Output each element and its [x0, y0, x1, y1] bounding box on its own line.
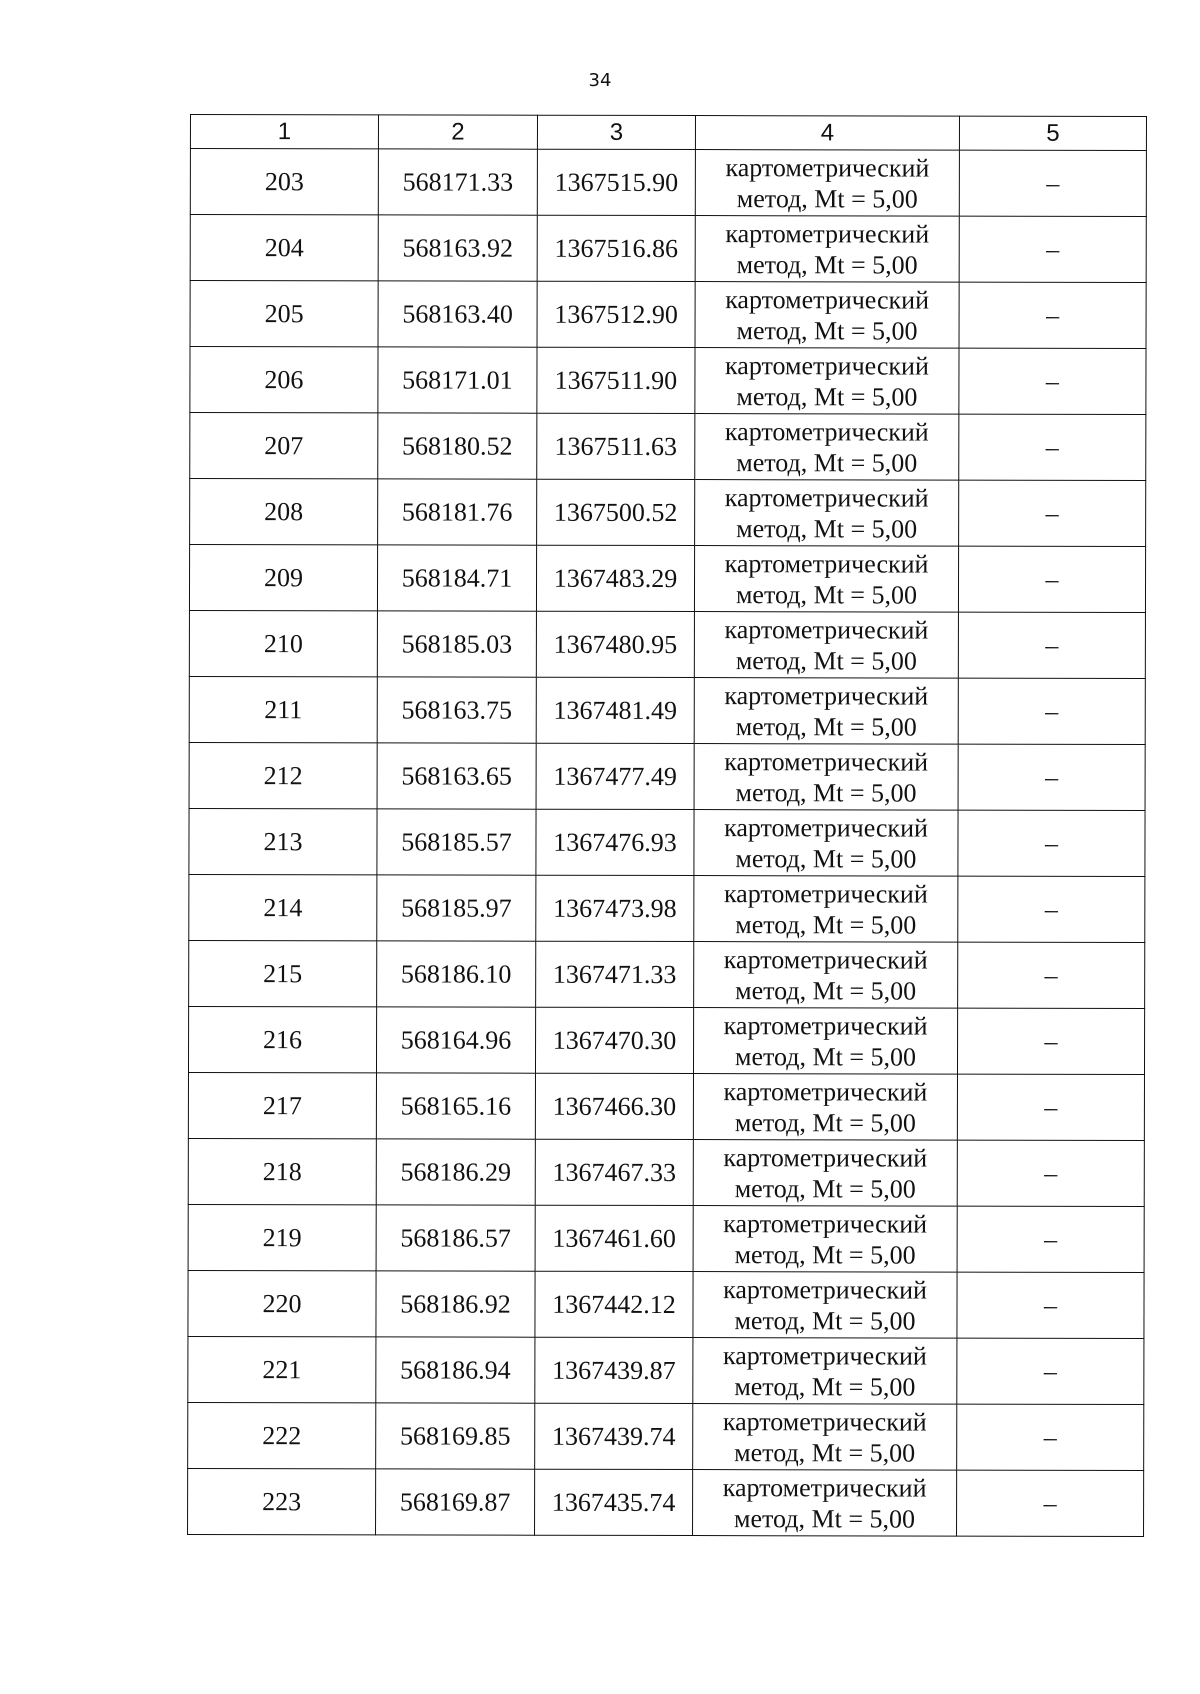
point-number-cell: 207: [190, 413, 378, 479]
x-coordinate-cell: 568186.10: [377, 941, 536, 1007]
column-header-5: 5: [959, 116, 1146, 150]
x-coordinate-cell: 568163.75: [377, 677, 536, 743]
method-line-1: картометрический: [724, 812, 928, 843]
point-number-cell: 209: [189, 545, 377, 611]
point-number-cell: 210: [189, 610, 377, 676]
point-number-cell: 218: [188, 1138, 376, 1204]
x-coordinate-cell: 568181.76: [378, 479, 537, 545]
table-body: [188, 149, 1147, 1537]
method-cell: [693, 1338, 957, 1405]
y-coordinate-cell: 1367442.12: [535, 1271, 693, 1337]
column-5-cell: –: [957, 1470, 1144, 1536]
column-5-cell: –: [957, 1404, 1144, 1470]
x-coordinate-cell: 568169.85: [376, 1403, 535, 1469]
table-row: [190, 215, 1146, 283]
x-coordinate-cell: 568180.52: [378, 413, 537, 479]
x-coordinate-cell: 568186.57: [376, 1205, 535, 1271]
y-coordinate-cell: 1367480.95: [536, 611, 694, 677]
method-line-2: метод, Mt = 5,00: [734, 1107, 916, 1138]
x-coordinate-cell: 568165.16: [376, 1073, 535, 1139]
method-line-2: метод, Mt = 5,00: [736, 315, 918, 346]
table-row: [188, 1204, 1144, 1272]
y-coordinate-cell: 1367511.90: [537, 347, 695, 413]
method-line-2: метод, Mt = 5,00: [734, 1041, 917, 1072]
y-coordinate-cell: 1367461.60: [535, 1205, 693, 1271]
table-row: [189, 676, 1145, 744]
method-line-1: картометрический: [725, 350, 929, 381]
coordinates-table: [187, 114, 1147, 1537]
method-line-1: картометрический: [722, 1406, 927, 1437]
x-coordinate-cell: 568186.29: [376, 1139, 535, 1205]
column-5-cell: –: [958, 546, 1145, 612]
method-line-1: картометрический: [723, 1274, 927, 1305]
method-cell: [694, 612, 958, 679]
x-coordinate-cell: 568171.01: [378, 347, 537, 413]
x-coordinate-cell: 568184.71: [377, 545, 536, 611]
table-row: [190, 413, 1146, 481]
method-line-1: картометрический: [723, 1076, 928, 1107]
point-number-cell: 217: [188, 1072, 376, 1138]
point-number-cell: 213: [189, 808, 377, 874]
point-number-cell: 222: [188, 1402, 376, 1468]
method-cell: [694, 678, 958, 745]
column-header-4: 4: [695, 116, 959, 151]
method-line-2: метод, Mt = 5,00: [735, 711, 917, 742]
method-cell: [693, 1140, 957, 1207]
table-row: [190, 281, 1146, 349]
method-line-1: картометрический: [724, 482, 929, 513]
method-line-2: метод, Mt = 5,00: [735, 843, 917, 874]
table-row: [189, 545, 1145, 613]
table-row: [188, 1468, 1144, 1536]
x-coordinate-cell: 568186.92: [376, 1271, 535, 1337]
y-coordinate-cell: 1367471.33: [536, 941, 694, 1007]
method-line-2: метод, Mt = 5,00: [734, 1371, 916, 1402]
table-row: [190, 149, 1146, 217]
method-cell: [694, 876, 958, 943]
x-coordinate-cell: 568163.92: [378, 215, 537, 281]
column-header-3: 3: [537, 115, 695, 149]
column-5-cell: –: [958, 876, 1145, 942]
column-header-2: 2: [378, 115, 537, 149]
method-cell: [693, 1206, 957, 1273]
method-line-2: метод, Mt = 5,00: [734, 1503, 916, 1534]
table-row: [189, 610, 1145, 678]
table-row: [189, 940, 1145, 1008]
y-coordinate-cell: 1367473.98: [536, 875, 694, 941]
y-coordinate-cell: 1367511.63: [537, 413, 695, 479]
y-coordinate-cell: 1367439.74: [535, 1403, 693, 1469]
y-coordinate-cell: 1367470.30: [535, 1007, 693, 1073]
method-line-1: картометрический: [722, 1472, 927, 1503]
column-5-cell: –: [957, 1206, 1144, 1272]
column-5-cell: –: [957, 1140, 1144, 1206]
point-number-cell: 214: [189, 874, 377, 940]
method-cell: [694, 810, 958, 877]
method-line-1: картометрический: [724, 614, 929, 645]
method-cell: [695, 414, 959, 481]
column-5-cell: –: [959, 480, 1146, 546]
method-cell: [693, 1404, 957, 1471]
method-line-2: метод, Mt = 5,00: [736, 513, 918, 544]
point-number-cell: 212: [189, 742, 377, 808]
column-5-cell: –: [959, 150, 1146, 216]
table-row: [189, 874, 1145, 942]
point-number-cell: 223: [188, 1468, 376, 1534]
method-line-1: картометрический: [724, 746, 929, 777]
y-coordinate-cell: 1367515.90: [537, 149, 695, 215]
table-row: [188, 1006, 1144, 1074]
method-line-1: картометрический: [723, 1142, 928, 1173]
x-coordinate-cell: 568185.97: [377, 875, 536, 941]
point-number-cell: 215: [189, 940, 377, 1006]
y-coordinate-cell: 1367477.49: [536, 743, 694, 809]
x-coordinate-cell: 568186.94: [376, 1337, 535, 1403]
x-coordinate-cell: 568169.87: [376, 1469, 535, 1535]
column-5-cell: –: [959, 282, 1146, 348]
column-5-cell: –: [958, 942, 1145, 1008]
method-cell: [694, 546, 958, 613]
table-row: [188, 1402, 1144, 1470]
method-line-2: метод, Mt = 5,00: [736, 381, 918, 412]
x-coordinate-cell: 568164.96: [376, 1007, 535, 1073]
method-line-1: картометрический: [722, 1340, 927, 1371]
point-number-cell: 205: [190, 281, 378, 347]
method-line-1: картометрический: [723, 944, 928, 975]
table-row: [188, 1138, 1144, 1206]
y-coordinate-cell: 1367476.93: [536, 809, 694, 875]
header-row: [190, 115, 1146, 151]
point-number-cell: 208: [190, 479, 378, 545]
method-line-2: метод, Mt = 5,00: [736, 249, 918, 280]
y-coordinate-cell: 1367481.49: [536, 677, 694, 743]
y-coordinate-cell: 1367435.74: [535, 1469, 693, 1535]
method-line-2: метод, Mt = 5,00: [735, 975, 917, 1006]
x-coordinate-cell: 568185.57: [377, 809, 536, 875]
y-coordinate-cell: 1367512.90: [537, 281, 695, 347]
column-5-cell: –: [959, 414, 1146, 480]
point-number-cell: 216: [188, 1006, 376, 1072]
column-5-cell: –: [958, 678, 1145, 744]
method-cell: [694, 942, 958, 1009]
column-5-cell: –: [958, 744, 1145, 810]
method-line-2: метод, Mt = 5,00: [735, 579, 918, 610]
method-cell: [693, 1074, 957, 1141]
column-5-cell: –: [958, 612, 1145, 678]
method-cell: [693, 1470, 957, 1537]
point-number-cell: 219: [188, 1204, 376, 1270]
y-coordinate-cell: 1367500.52: [537, 479, 695, 545]
point-number-cell: 206: [190, 347, 378, 413]
method-cell: [695, 216, 959, 283]
point-number-cell: 211: [189, 676, 377, 742]
method-cell: [695, 150, 959, 217]
method-cell: [694, 744, 958, 811]
method-line-2: метод, Mt = 5,00: [735, 909, 917, 940]
column-5-cell: –: [958, 810, 1145, 876]
method-line-2: метод, Mt = 5,00: [736, 183, 918, 214]
x-coordinate-cell: 568171.33: [378, 149, 537, 215]
method-line-2: метод, Mt = 5,00: [734, 1305, 916, 1336]
method-cell: [693, 1272, 957, 1339]
y-coordinate-cell: 1367439.87: [535, 1337, 693, 1403]
column-5-cell: –: [959, 216, 1146, 282]
method-line-1: картометрический: [725, 218, 930, 249]
method-cell: [695, 282, 959, 349]
column-5-cell: –: [957, 1008, 1144, 1074]
method-line-1: картометрический: [723, 1010, 928, 1041]
method-line-2: метод, Mt = 5,00: [735, 645, 917, 676]
method-line-1: картометрический: [724, 680, 929, 711]
y-coordinate-cell: 1367516.86: [537, 215, 695, 281]
column-5-cell: –: [959, 348, 1146, 414]
method-line-2: метод, Mt = 5,00: [736, 447, 918, 478]
point-number-cell: 221: [188, 1336, 376, 1402]
method-cell: [695, 480, 959, 547]
method-line-1: картометрический: [724, 416, 929, 447]
y-coordinate-cell: 1367466.30: [535, 1073, 693, 1139]
column-header-1: 1: [190, 115, 378, 149]
method-line-1: картометрический: [724, 548, 929, 579]
table-row: [190, 479, 1146, 547]
page-number: 34: [588, 70, 612, 91]
method-line-1: картометрический: [723, 878, 928, 909]
method-line-2: метод, Mt = 5,00: [734, 1239, 916, 1270]
x-coordinate-cell: 568163.40: [378, 281, 537, 347]
table-row: [188, 1336, 1144, 1404]
point-number-cell: 220: [188, 1270, 376, 1336]
column-5-cell: –: [957, 1074, 1144, 1140]
x-coordinate-cell: 568185.03: [377, 611, 536, 677]
table-header: [190, 115, 1146, 151]
y-coordinate-cell: 1367483.29: [536, 545, 694, 611]
method-line-2: метод, Mt = 5,00: [734, 1173, 916, 1204]
x-coordinate-cell: 568163.65: [377, 743, 536, 809]
column-5-cell: –: [957, 1338, 1144, 1404]
table-row: [189, 742, 1145, 810]
method-cell: [695, 348, 959, 415]
table-row: [188, 1270, 1144, 1338]
method-line-1: картометрический: [723, 1208, 928, 1239]
table-row: [188, 1072, 1144, 1140]
method-cell: [693, 1008, 957, 1075]
method-line-1: картометрический: [725, 284, 930, 315]
y-coordinate-cell: 1367467.33: [535, 1139, 693, 1205]
point-number-cell: 204: [190, 215, 378, 281]
method-line-2: метод, Mt = 5,00: [734, 1437, 916, 1468]
method-line-2: метод, Mt = 5,00: [735, 777, 917, 808]
point-number-cell: 203: [190, 149, 378, 215]
column-5-cell: –: [957, 1272, 1144, 1338]
method-line-1: картометрический: [725, 152, 930, 183]
table-row: [190, 347, 1146, 415]
table-row: [189, 808, 1145, 876]
